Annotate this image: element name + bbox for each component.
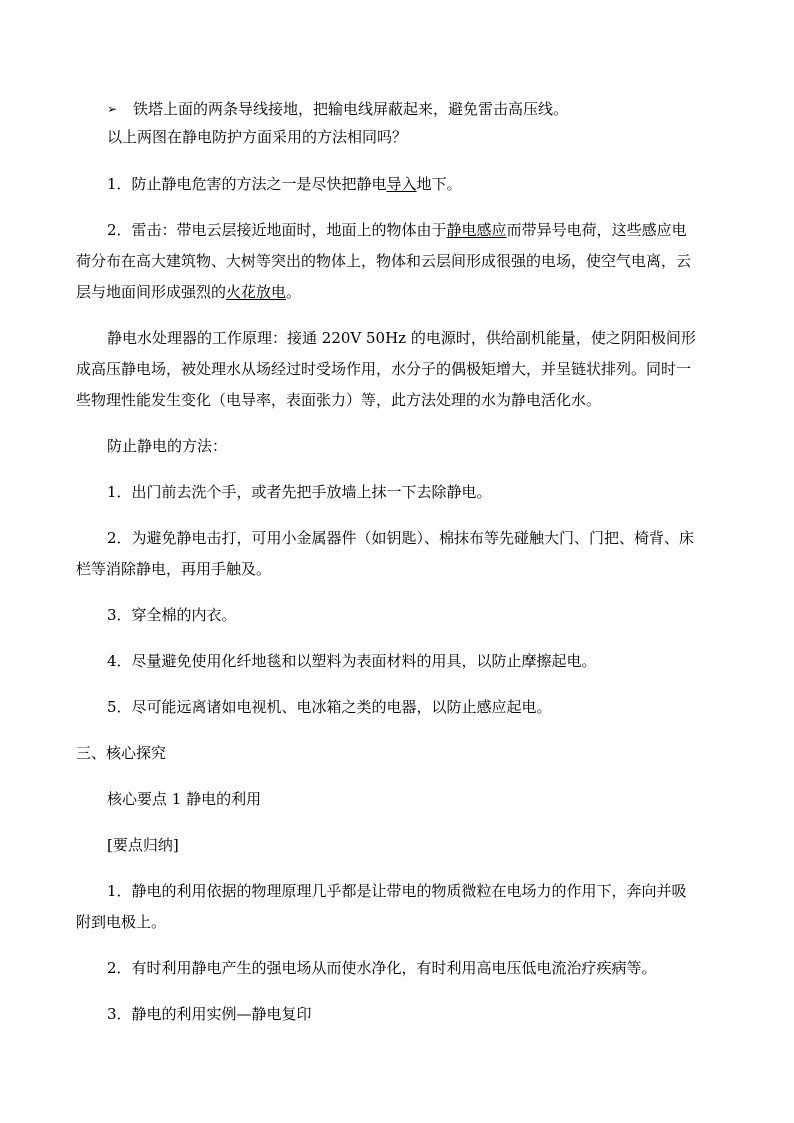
- text-line-use-1b: 附到电极上。: [76, 913, 167, 931]
- text-line-lightning-tower: 铁塔上面的两条导线接地，把输电线屏蔽起来，避免雷击高压线。: [133, 100, 569, 118]
- text-line-use-1a: 1．静电的利用依据的物理原理几乎都是让带电的物质微粒在电场力的作用下，奔向并吸: [107, 882, 687, 900]
- text-line-thunder-1: [107, 220, 687, 240]
- text-line-use-3: 3．静电的利用实例—静电复印: [107, 1005, 312, 1023]
- text-line-method-4: 4．尽量避免使用化纤地毯和以塑料为表面材料的用具，以防止摩擦起电。: [107, 652, 597, 670]
- text-span: 1．防止静电危害的方法之一是尽快把静电: [107, 175, 387, 193]
- text-line-method-5: 5．尽可能远离诸如电视机、电冰箱之类的电器，以防止感应起电。: [107, 698, 552, 716]
- text-span: 2．雷击：带电云层接近地面时，地面上的物体由于: [107, 221, 447, 239]
- subheading-key-point-1: 核心要点 1 静电的利用: [107, 790, 262, 808]
- underlined-term: 导入: [386, 175, 417, 193]
- text-line-thunder-3: [76, 282, 301, 302]
- text-span: 层与地面间形成强烈的: [76, 283, 227, 301]
- text-span: 地下。: [416, 175, 462, 193]
- text-line-thunder-2: 荷分布在高大建筑物、大树等突出的物体上，物体和云层间形成很强的电场，使空气电离，云: [76, 252, 692, 270]
- text-line-method-2b: 栏等消除静电，再用手触及。: [76, 560, 272, 578]
- text-line-method-2a: 2．为避免静电击打，可用小金属器件（如钥匙）、棉抹布等先碰触大门、门把、椅背、床: [107, 529, 695, 547]
- text-line-methods-heading: 防止静电的方法：: [107, 437, 228, 455]
- text-line-water-2: 成高压静电场，被处理水从场经过时受场作用，水分子的偶极矩增大，并呈链状排列。同时一: [76, 360, 692, 378]
- text-line-method-1: 1．出门前去洗个手，或者先把手放墙上抹一下去除静电。: [107, 483, 492, 501]
- text-line-prevent-1: [107, 174, 462, 194]
- text-line-water-3: 些物理性能发生变化（电导率，表面张力）等，此方法处理的水为静电活化水。: [76, 391, 602, 409]
- underlined-term: 火花放电: [226, 283, 287, 301]
- text-line-method-3: 3．穿全棉的内衣。: [107, 606, 237, 624]
- text-span: 。: [286, 283, 302, 301]
- underlined-term: 静电感应: [446, 221, 507, 239]
- text-line-use-2: 2．有时利用静电产生的强电场从而使水净化，有时利用高电压低电流治疗疾病等。: [107, 959, 657, 977]
- bullet-arrow-icon: ➢: [107, 102, 118, 116]
- subheading-summary: [要点归纳]: [107, 836, 179, 854]
- text-span: 而带异号电荷，这些感应电: [506, 221, 687, 239]
- text-line-water-1: 静电水处理器的工作原理：接通 220V 50Hz 的电源时，供给副机能量，使之阴阳极间形: [107, 329, 696, 347]
- text-line-question: 以上两图在静电防护方面采用的方法相同吗？: [107, 128, 408, 146]
- section-heading-core-inquiry: 三、核心探究: [76, 744, 167, 762]
